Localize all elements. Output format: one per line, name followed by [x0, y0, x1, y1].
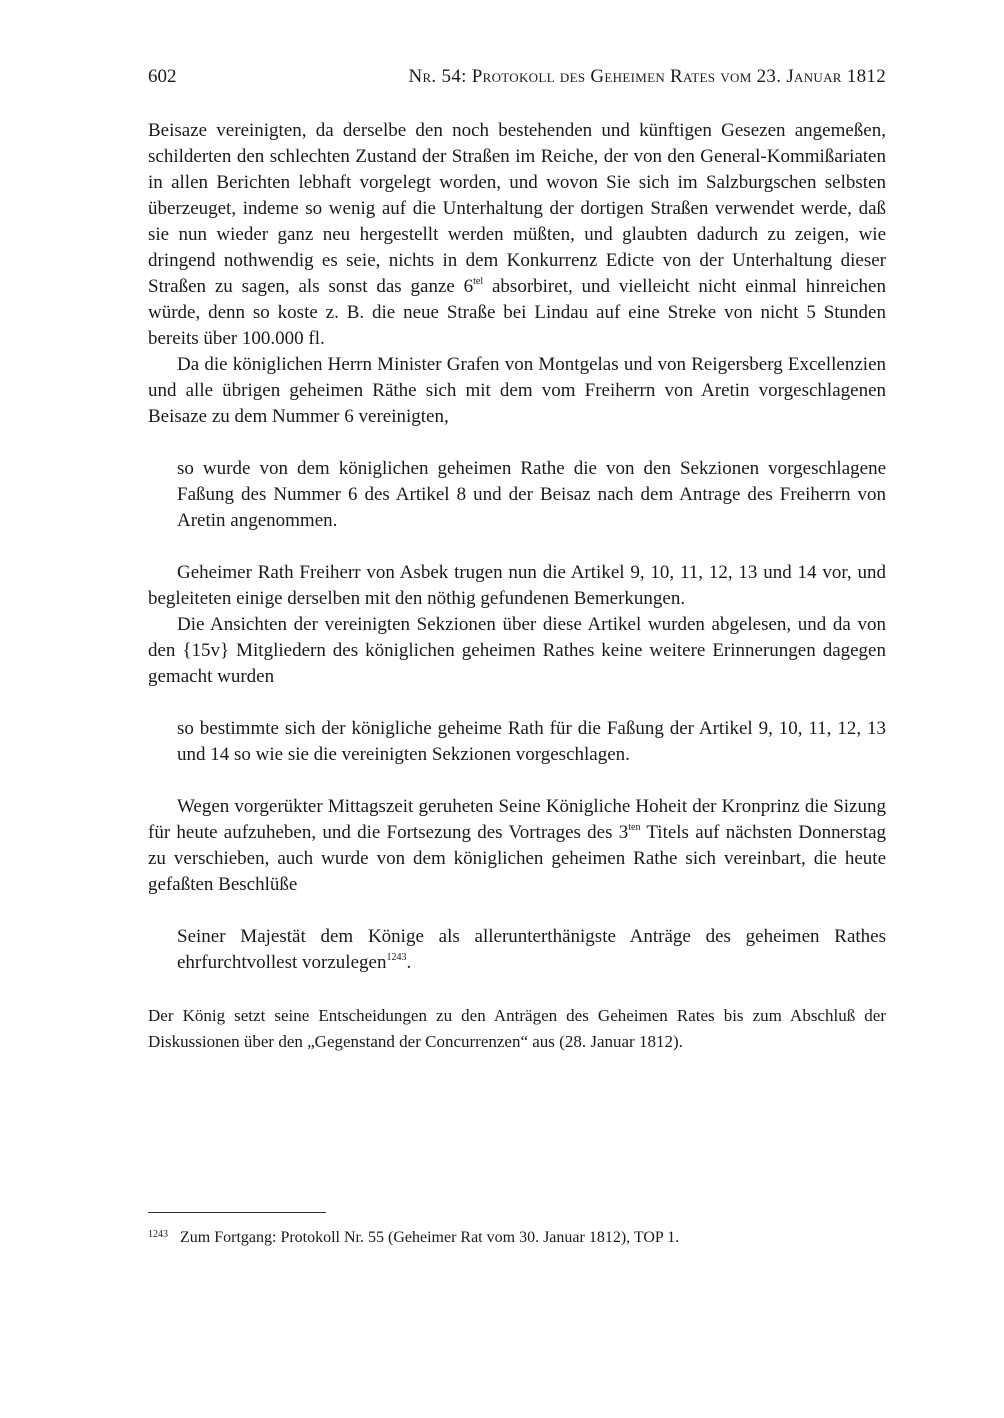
resolution-block: so bestimmte sich der königliche geheime Rath für die Faßung der Artikel 9, 10, 11, 12, 13 und 14 so wie sie die vereinigten Sekzionen vorgeschlagen. — [177, 718, 886, 765]
footnote-reference[interactable]: 1243 — [386, 952, 407, 963]
paragraph: Die Ansichten der vereinigten Sekzionen über diese Artikel wurden abgelesen, und da von den {15v} Mitgliedern des königlichen geheimen Rathes keine weitere Erinnerungen dagegen gemacht wurden — [148, 614, 886, 687]
paragraph: Wegen vorgerükter Mittagszeit geruheten Seine Königliche Hoheit der Kronprinz die Sizung für heute aufzuheben, und die Fortsezung des Vortrages des $3^{ten}$ Titels auf nächsten Donnerstag zu verschieben, auch wurde von dem königlichen geheimen Rathe sich vereinbart, die heute gefaßten Beschlüße — [148, 796, 887, 895]
superscript: ten — [628, 822, 641, 833]
paragraph: Beisaze vereinigten, da derselbe den noch bestehenden und künftigen Gesezen angemeßen, schilderten den schlechten Zustand der Straßen im Reiche, der von den General-Kommißariaten in allen Berichten lebhaft vorgelegt worden, und wovon Sie sich im Salzburgschen selbsten überzeuget, indeme so wenig auf die Unterhaltung der dortigen Straßen verwendet werde, daß sie nun wieder ganz neu hergestellt werden müßten, und glaubten dadurch zu zeigen, wie dringend nothwendig es seie, nichts in dem Konkurrenz Edicte von der Unterhaltung dieser Straßen zu sagen, als sonst das ganze $6^{tel}$ absorbiret, und vielleicht nicht einmal hinreichen würde, denn so koste z. B. die neue Straße bei Lindau auf eine Streke von nicht 5 Stunden bereits über 100.000 fl. — [148, 120, 886, 349]
page-number: 602 — [148, 66, 177, 87]
running-head: Nr. 54: Protokoll des Geheimen Rates vom 23. Januar 1812 — [408, 66, 886, 87]
footnote-divider — [148, 1212, 326, 1213]
footnote-mark: 1243 — [148, 1229, 168, 1240]
main-text — [148, 118, 886, 976]
paragraph: Da die königlichen Herrn Minister Grafen von Montgelas und von Reigersberg Excellenzien und alle übrigen geheimen Räthe sich mit dem vom Freiherrn von Aretin vorgeschlagenen Beisaze zu dem Nummer 6 vereinigten, — [148, 354, 886, 427]
editorial-note: Der König setzt seine Entscheidungen zu den Anträgen des Geheimen Rates bis zum Abschluß der Diskussionen über den „Gegenstand der Concurrenzen“ aus (28. Januar 1812). — [148, 1006, 886, 1051]
paragraph: Geheimer Rath Freiherr von Asbek trugen nun die Artikel 9, 10, 11, 12, 13 und 14 vor, und begleiteten einige derselben mit den nöthig gefundenen Bemerkungen. — [148, 562, 886, 609]
footnote — [148, 1224, 886, 1249]
resolution-block: so wurde von dem königlichen geheimen Rathe die von den Sekzionen vorgeschlagene Faßung des Nummer 6 des Artikel 8 und der Beisaz nach dem Antrage des Freiherrn von Aretin angenommen. — [177, 458, 886, 531]
page-header — [148, 66, 886, 96]
superscript: tel — [473, 276, 484, 287]
resolution-block: Seiner Majestät dem Könige als allerunterthänigste Anträge des geheimen Rathes ehrfurchtvollest vorzulegen$^{1243}$. — [177, 926, 886, 973]
footnote-text: Zum Fortgang: Protokoll Nr. 55 (Geheimer Rat vom 30. Januar 1812), TOP 1. — [180, 1229, 680, 1246]
